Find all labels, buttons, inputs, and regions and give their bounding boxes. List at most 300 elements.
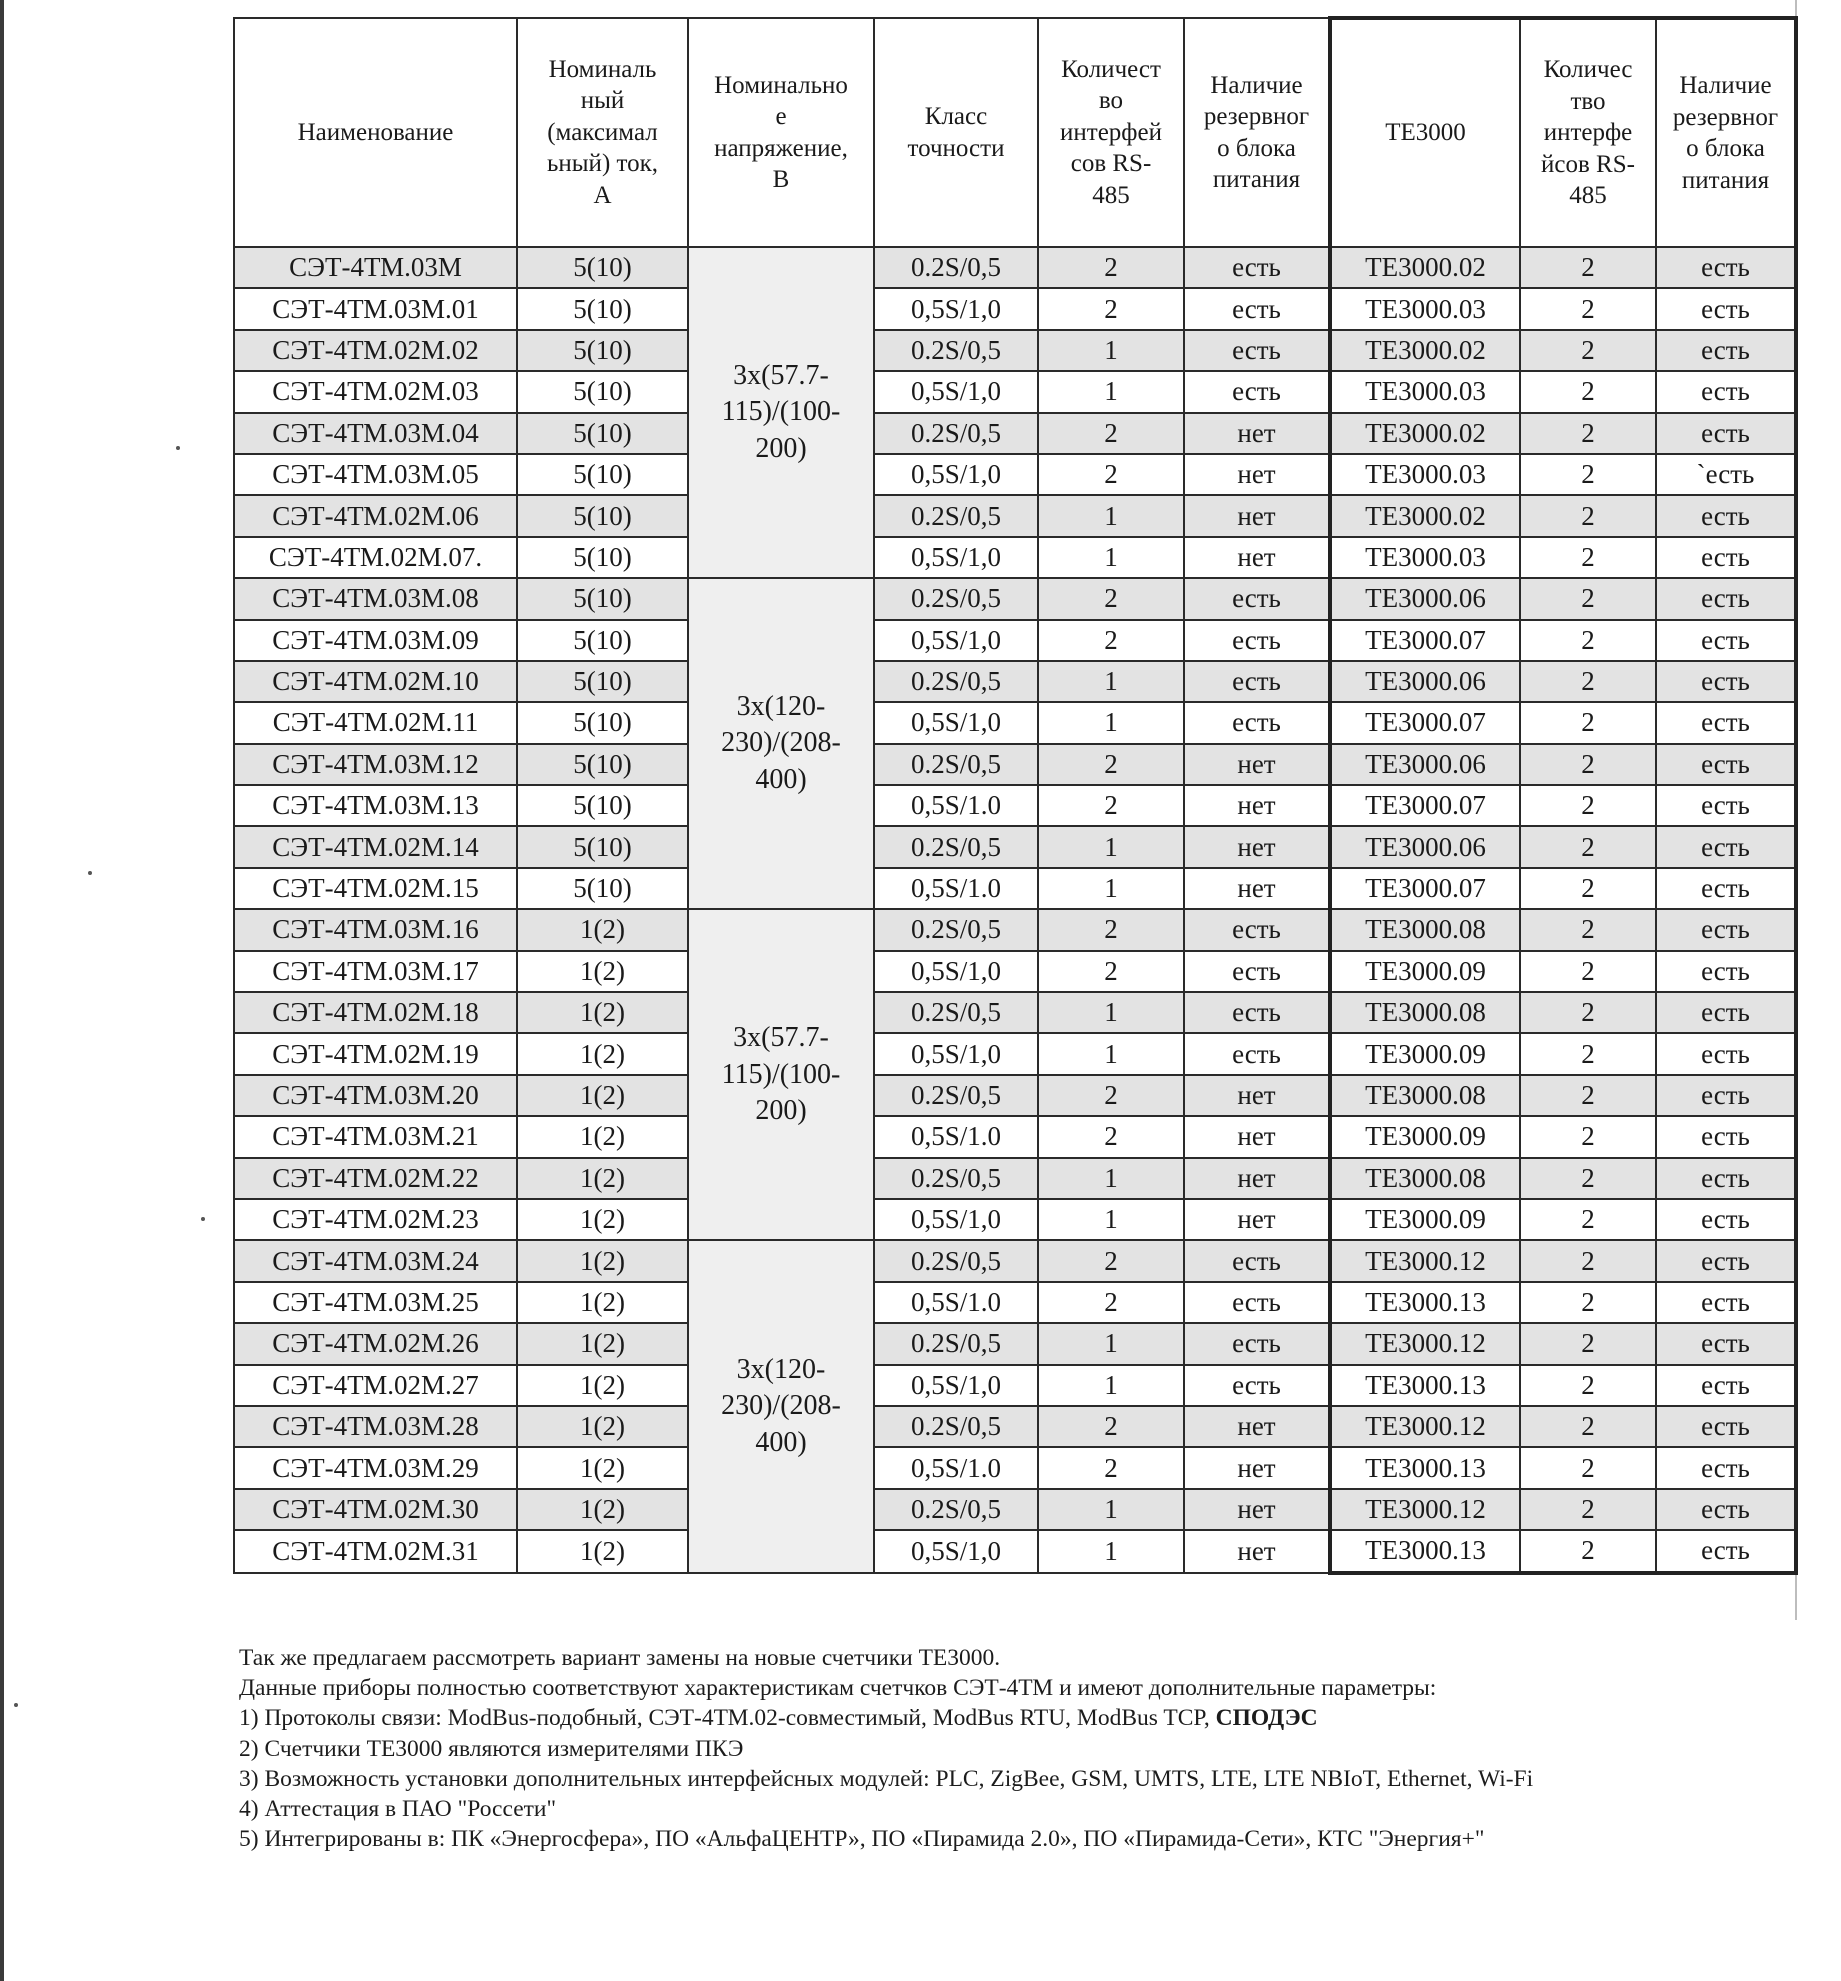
- cell-te3000: ТЕ3000.09: [1330, 951, 1520, 992]
- cell-accuracy: 0,5S/1,0: [874, 1530, 1038, 1572]
- cell-accuracy: 0,5S/1,0: [874, 1365, 1038, 1406]
- cell-voltage: 3х(57.7- 115)/(100- 200): [688, 909, 874, 1240]
- cell-te-backup: есть: [1656, 413, 1796, 454]
- table-row: [234, 1116, 1796, 1157]
- cell-te-backup: есть: [1656, 1199, 1796, 1240]
- cell-current: 5(10): [517, 454, 688, 495]
- table-row: [234, 1240, 1796, 1281]
- cell-backup: нет: [1184, 744, 1330, 785]
- cell-rs485: 2: [1038, 909, 1184, 950]
- cell-te-backup: есть: [1656, 495, 1796, 536]
- table-row: [234, 330, 1796, 371]
- cell-accuracy: 0.2S/0,5: [874, 909, 1038, 950]
- cell-accuracy: 0,5S/1,0: [874, 537, 1038, 578]
- cell-te3000: ТЕ3000.02: [1330, 330, 1520, 371]
- cell-te-backup: есть: [1656, 1282, 1796, 1323]
- cell-accuracy: 0.2S/0,5: [874, 1489, 1038, 1530]
- cell-backup: есть: [1184, 288, 1330, 329]
- cell-accuracy: 0.2S/0,5: [874, 661, 1038, 702]
- cell-backup: есть: [1184, 371, 1330, 412]
- cell-current: 5(10): [517, 702, 688, 743]
- cell-te3000: ТЕ3000.06: [1330, 578, 1520, 619]
- table-row: [234, 1158, 1796, 1199]
- notes-item-certification: 4) Аттестация в ПАО "Россети": [239, 1796, 557, 1823]
- cell-te3000: ТЕ3000.08: [1330, 992, 1520, 1033]
- cell-te-rs485: 2: [1520, 371, 1656, 412]
- cell-te3000: ТЕ3000.02: [1330, 495, 1520, 536]
- table-row: [234, 1365, 1796, 1406]
- cell-name: СЭТ-4ТМ.02М.30: [234, 1489, 517, 1530]
- cell-te-backup: есть: [1656, 1033, 1796, 1074]
- cell-accuracy: 0.2S/0,5: [874, 1240, 1038, 1281]
- cell-te-backup: есть: [1656, 1323, 1796, 1364]
- cell-current: 1(2): [517, 1406, 688, 1447]
- table-row: [234, 495, 1796, 536]
- cell-name: СЭТ-4ТМ.02М.02: [234, 330, 517, 371]
- notes-item-integrations: 5) Интегрированы в: ПК «Энергосфера», ПО «АльфаЦЕНТР», ПО «Пирамида 2.0», ПО «Пирамида-Сети», КТС "Энергия+": [239, 1826, 1485, 1853]
- cell-te-backup: есть: [1656, 288, 1796, 329]
- cell-current: 1(2): [517, 1530, 688, 1572]
- cell-backup: есть: [1184, 1323, 1330, 1364]
- header-te-rs485-count: Количес тво интерфе йсов RS- 485: [1520, 18, 1656, 247]
- cell-te-rs485: 2: [1520, 702, 1656, 743]
- cell-accuracy: 0,5S/1,0: [874, 1033, 1038, 1074]
- cell-rs485: 2: [1038, 785, 1184, 826]
- cell-te-rs485: 2: [1520, 744, 1656, 785]
- cell-backup: нет: [1184, 868, 1330, 909]
- cell-current: 1(2): [517, 1158, 688, 1199]
- cell-te3000: ТЕ3000.03: [1330, 454, 1520, 495]
- cell-rs485: 1: [1038, 992, 1184, 1033]
- table-row: [234, 951, 1796, 992]
- cell-accuracy: 0,5S/1,0: [874, 454, 1038, 495]
- table-row: [234, 1282, 1796, 1323]
- cell-backup: есть: [1184, 330, 1330, 371]
- scan-speck: [201, 1217, 205, 1221]
- notes-item-protocols-bold: СПОДЭС: [1215, 1705, 1318, 1732]
- cell-te-backup: есть: [1656, 1365, 1796, 1406]
- cell-te3000: ТЕ3000.06: [1330, 826, 1520, 867]
- cell-te-rs485: 2: [1520, 1199, 1656, 1240]
- cell-rs485: 2: [1038, 1447, 1184, 1488]
- table-header-row: [234, 18, 1796, 247]
- cell-rs485: 2: [1038, 1406, 1184, 1447]
- cell-name: СЭТ-4ТМ.02М.10: [234, 661, 517, 702]
- cell-te3000: ТЕ3000.13: [1330, 1365, 1520, 1406]
- cell-rs485: 1: [1038, 868, 1184, 909]
- cell-rs485: 2: [1038, 1116, 1184, 1157]
- notes-intro: Так же предлагаем рассмотреть вариант замены на новые счетчики ТЕ3000.: [239, 1645, 1001, 1671]
- cell-backup: нет: [1184, 1116, 1330, 1157]
- cell-te-rs485: 2: [1520, 1075, 1656, 1116]
- cell-current: 1(2): [517, 1447, 688, 1488]
- cell-backup: нет: [1184, 495, 1330, 536]
- cell-current: 1(2): [517, 1116, 688, 1157]
- cell-name: СЭТ-4ТМ.03М.29: [234, 1447, 517, 1488]
- scan-edge-line: [0, 0, 4, 1981]
- cell-rs485: 1: [1038, 1489, 1184, 1530]
- cell-rs485: 2: [1038, 620, 1184, 661]
- cell-rs485: 2: [1038, 744, 1184, 785]
- cell-voltage: 3х(57.7- 115)/(100- 200): [688, 247, 874, 578]
- cell-name: СЭТ-4ТМ.02М.23: [234, 1199, 517, 1240]
- cell-te3000: ТЕ3000.07: [1330, 702, 1520, 743]
- cell-accuracy: 0.2S/0,5: [874, 247, 1038, 288]
- cell-te-backup: есть: [1656, 1530, 1796, 1572]
- cell-rs485: 1: [1038, 330, 1184, 371]
- table-row: [234, 578, 1796, 619]
- cell-voltage: 3х(120- 230)/(208- 400): [688, 578, 874, 909]
- cell-te3000: ТЕ3000.12: [1330, 1323, 1520, 1364]
- cell-backup: нет: [1184, 1530, 1330, 1572]
- cell-accuracy: 0.2S/0,5: [874, 330, 1038, 371]
- cell-te3000: ТЕ3000.09: [1330, 1199, 1520, 1240]
- cell-te-backup: есть: [1656, 371, 1796, 412]
- cell-current: 1(2): [517, 1240, 688, 1281]
- cell-accuracy: 0,5S/1,0: [874, 371, 1038, 412]
- cell-te3000: ТЕ3000.09: [1330, 1033, 1520, 1074]
- cell-rs485: 1: [1038, 1033, 1184, 1074]
- cell-current: 1(2): [517, 909, 688, 950]
- cell-name: СЭТ-4ТМ.02М.03: [234, 371, 517, 412]
- cell-te-rs485: 2: [1520, 951, 1656, 992]
- cell-accuracy: 0,5S/1.0: [874, 1447, 1038, 1488]
- cell-accuracy: 0,5S/1,0: [874, 620, 1038, 661]
- table-row: [234, 620, 1796, 661]
- cell-rs485: 2: [1038, 951, 1184, 992]
- cell-accuracy: 0.2S/0,5: [874, 495, 1038, 536]
- cell-accuracy: 0.2S/0,5: [874, 826, 1038, 867]
- cell-current: 5(10): [517, 247, 688, 288]
- notes-item-protocols: [239, 1703, 1829, 1733]
- cell-te-backup: есть: [1656, 1158, 1796, 1199]
- cell-backup: есть: [1184, 247, 1330, 288]
- cell-te3000: ТЕ3000.06: [1330, 744, 1520, 785]
- cell-te-rs485: 2: [1520, 826, 1656, 867]
- cell-current: 5(10): [517, 868, 688, 909]
- cell-current: 5(10): [517, 288, 688, 329]
- cell-backup: нет: [1184, 1199, 1330, 1240]
- cell-te3000: ТЕ3000.07: [1330, 868, 1520, 909]
- cell-accuracy: 0,5S/1,0: [874, 1199, 1038, 1240]
- cell-backup: есть: [1184, 951, 1330, 992]
- cell-backup: есть: [1184, 1033, 1330, 1074]
- table-row: [234, 1323, 1796, 1364]
- table-row: [234, 992, 1796, 1033]
- table-row: [234, 909, 1796, 950]
- cell-te3000: ТЕ3000.02: [1330, 413, 1520, 454]
- table-row: [234, 288, 1796, 329]
- cell-rs485: 1: [1038, 702, 1184, 743]
- cell-te3000: ТЕ3000.03: [1330, 537, 1520, 578]
- cell-te-backup: есть: [1656, 744, 1796, 785]
- cell-rs485: 2: [1038, 1075, 1184, 1116]
- cell-rs485: 2: [1038, 1240, 1184, 1281]
- cell-te3000: ТЕ3000.02: [1330, 247, 1520, 288]
- header-te-backup-power: Наличие резервног о блока питания: [1656, 18, 1796, 247]
- cell-te3000: ТЕ3000.03: [1330, 288, 1520, 329]
- cell-te-rs485: 2: [1520, 247, 1656, 288]
- cell-te-backup: есть: [1656, 1489, 1796, 1530]
- cell-name: СЭТ-4ТМ.02М.15: [234, 868, 517, 909]
- cell-te3000: ТЕ3000.08: [1330, 909, 1520, 950]
- cell-accuracy: 0,5S/1.0: [874, 868, 1038, 909]
- cell-te-rs485: 2: [1520, 1365, 1656, 1406]
- table-body: [234, 247, 1796, 1573]
- scan-speck: [176, 446, 180, 450]
- cell-accuracy: 0.2S/0,5: [874, 1406, 1038, 1447]
- header-te3000: ТЕ3000: [1330, 18, 1520, 247]
- header-accuracy-class: Класс точности: [874, 18, 1038, 247]
- cell-te-rs485: 2: [1520, 413, 1656, 454]
- cell-backup: нет: [1184, 413, 1330, 454]
- cell-name: СЭТ-4ТМ.03М.12: [234, 744, 517, 785]
- cell-current: 1(2): [517, 1199, 688, 1240]
- cell-rs485: 1: [1038, 371, 1184, 412]
- table-row: [234, 1489, 1796, 1530]
- cell-name: СЭТ-4ТМ.02М.14: [234, 826, 517, 867]
- scan-speck: [14, 1703, 18, 1707]
- cell-te3000: ТЕ3000.13: [1330, 1447, 1520, 1488]
- cell-accuracy: 0.2S/0,5: [874, 744, 1038, 785]
- cell-te-backup: есть: [1656, 992, 1796, 1033]
- table-row: [234, 826, 1796, 867]
- cell-backup: нет: [1184, 454, 1330, 495]
- cell-accuracy: 0.2S/0,5: [874, 992, 1038, 1033]
- scan-speck: [88, 871, 92, 875]
- cell-voltage: 3х(120- 230)/(208- 400): [688, 1240, 874, 1572]
- cell-te3000: ТЕ3000.06: [1330, 661, 1520, 702]
- cell-te-rs485: 2: [1520, 537, 1656, 578]
- table-row: [234, 371, 1796, 412]
- cell-te3000: ТЕ3000.03: [1330, 371, 1520, 412]
- cell-backup: есть: [1184, 661, 1330, 702]
- cell-current: 5(10): [517, 744, 688, 785]
- cell-te-backup: есть: [1656, 661, 1796, 702]
- cell-te-rs485: 2: [1520, 288, 1656, 329]
- cell-accuracy: 0.2S/0,5: [874, 413, 1038, 454]
- cell-te-backup: есть: [1656, 826, 1796, 867]
- cell-te-rs485: 2: [1520, 1530, 1656, 1572]
- cell-name: СЭТ-4ТМ.02М.11: [234, 702, 517, 743]
- cell-te-rs485: 2: [1520, 1406, 1656, 1447]
- cell-te-backup: есть: [1656, 1116, 1796, 1157]
- cell-te-backup: `есть: [1656, 454, 1796, 495]
- table-row: [234, 868, 1796, 909]
- cell-te-backup: есть: [1656, 247, 1796, 288]
- cell-te-backup: есть: [1656, 909, 1796, 950]
- cell-te-rs485: 2: [1520, 578, 1656, 619]
- cell-backup: нет: [1184, 785, 1330, 826]
- cell-te-rs485: 2: [1520, 1033, 1656, 1074]
- cell-backup: есть: [1184, 992, 1330, 1033]
- cell-te3000: ТЕ3000.12: [1330, 1489, 1520, 1530]
- notes-item-pke: 2) Счетчики ТЕ3000 являются измерителями ПКЭ: [239, 1735, 744, 1762]
- cell-name: СЭТ-4ТМ.02М.26: [234, 1323, 517, 1364]
- cell-name: СЭТ-4ТМ.03М.16: [234, 909, 517, 950]
- cell-te-backup: есть: [1656, 785, 1796, 826]
- cell-current: 5(10): [517, 578, 688, 619]
- notes-summary: Данные приборы полностью соответствуют характеристикам счетчков СЭТ-4ТМ и имеют дополнительные параметры:: [239, 1675, 1437, 1702]
- notes-block: [239, 1643, 1829, 1854]
- cell-te3000: ТЕ3000.07: [1330, 620, 1520, 661]
- table-row: [234, 454, 1796, 495]
- cell-te-backup: есть: [1656, 702, 1796, 743]
- cell-current: 5(10): [517, 620, 688, 661]
- table-row: [234, 744, 1796, 785]
- cell-name: СЭТ-4ТМ.03М.20: [234, 1075, 517, 1116]
- cell-te-rs485: 2: [1520, 992, 1656, 1033]
- header-voltage: Номинально е напряжение, В: [688, 18, 874, 247]
- cell-name: СЭТ-4ТМ.02М.27: [234, 1365, 517, 1406]
- cell-backup: есть: [1184, 1282, 1330, 1323]
- cell-backup: есть: [1184, 620, 1330, 661]
- cell-accuracy: 0,5S/1.0: [874, 785, 1038, 826]
- header-backup-power: Наличие резервног о блока питания: [1184, 18, 1330, 247]
- cell-te-rs485: 2: [1520, 909, 1656, 950]
- cell-te-rs485: 2: [1520, 661, 1656, 702]
- table-row: [234, 785, 1796, 826]
- cell-accuracy: 0,5S/1,0: [874, 951, 1038, 992]
- cell-rs485: 2: [1038, 578, 1184, 619]
- cell-rs485: 1: [1038, 1199, 1184, 1240]
- cell-backup: есть: [1184, 1365, 1330, 1406]
- notes-item-protocols-text: 1) Протоколы связи: ModBus-подобный, СЭТ-4ТМ.02-совместимый, ModBus RTU, ModBus TCP,: [239, 1705, 1216, 1732]
- cell-name: СЭТ-4ТМ.03М: [234, 247, 517, 288]
- cell-te-backup: есть: [1656, 330, 1796, 371]
- cell-te-backup: есть: [1656, 1406, 1796, 1447]
- cell-name: СЭТ-4ТМ.03М.04: [234, 413, 517, 454]
- cell-current: 1(2): [517, 1075, 688, 1116]
- cell-accuracy: 0.2S/0,5: [874, 578, 1038, 619]
- cell-name: СЭТ-4ТМ.03М.08: [234, 578, 517, 619]
- header-rs485-count: Количест во интерфей сов RS- 485: [1038, 18, 1184, 247]
- cell-name: СЭТ-4ТМ.02М.22: [234, 1158, 517, 1199]
- cell-rs485: 2: [1038, 288, 1184, 329]
- cell-accuracy: 0,5S/1,0: [874, 702, 1038, 743]
- cell-te3000: ТЕ3000.08: [1330, 1158, 1520, 1199]
- cell-te-backup: есть: [1656, 951, 1796, 992]
- cell-rs485: 2: [1038, 1282, 1184, 1323]
- cell-te3000: ТЕ3000.13: [1330, 1530, 1520, 1572]
- cell-rs485: 1: [1038, 1323, 1184, 1364]
- cell-name: СЭТ-4ТМ.03М.01: [234, 288, 517, 329]
- cell-current: 5(10): [517, 661, 688, 702]
- table-row: [234, 702, 1796, 743]
- cell-accuracy: 0.2S/0,5: [874, 1158, 1038, 1199]
- cell-current: 5(10): [517, 330, 688, 371]
- table-row: [234, 1406, 1796, 1447]
- table-row: [234, 1530, 1796, 1572]
- cell-te-rs485: 2: [1520, 785, 1656, 826]
- cell-te3000: ТЕ3000.12: [1330, 1406, 1520, 1447]
- cell-accuracy: 0,5S/1.0: [874, 1282, 1038, 1323]
- cell-name: СЭТ-4ТМ.02М.07.: [234, 537, 517, 578]
- cell-backup: нет: [1184, 1075, 1330, 1116]
- cell-backup: нет: [1184, 1406, 1330, 1447]
- cell-backup: нет: [1184, 1158, 1330, 1199]
- cell-current: 1(2): [517, 1033, 688, 1074]
- cell-rs485: 1: [1038, 661, 1184, 702]
- cell-name: СЭТ-4ТМ.03М.09: [234, 620, 517, 661]
- cell-current: 5(10): [517, 785, 688, 826]
- cell-name: СЭТ-4ТМ.03М.13: [234, 785, 517, 826]
- cell-name: СЭТ-4ТМ.02М.31: [234, 1530, 517, 1572]
- notes-item-modules: 3) Возможность установки дополнительных интерфейсных модулей: PLC, ZigBee, GSM, UMTS, LTE, LTE NBIoT, Ethernet, Wi-Fi: [239, 1765, 1534, 1792]
- table-row: [234, 413, 1796, 454]
- table-row: [234, 661, 1796, 702]
- cell-te3000: ТЕ3000.13: [1330, 1282, 1520, 1323]
- cell-backup: есть: [1184, 1240, 1330, 1281]
- cell-current: 1(2): [517, 1282, 688, 1323]
- cell-current: 5(10): [517, 826, 688, 867]
- cell-current: 5(10): [517, 495, 688, 536]
- table-row: [234, 1199, 1796, 1240]
- cell-te-rs485: 2: [1520, 868, 1656, 909]
- cell-te-backup: есть: [1656, 620, 1796, 661]
- table-row: [234, 1075, 1796, 1116]
- cell-current: 1(2): [517, 1365, 688, 1406]
- cell-te3000: ТЕ3000.09: [1330, 1116, 1520, 1157]
- cell-rs485: 1: [1038, 826, 1184, 867]
- table-row: [234, 1033, 1796, 1074]
- cell-te3000: ТЕ3000.08: [1330, 1075, 1520, 1116]
- cell-te-backup: есть: [1656, 537, 1796, 578]
- table-row: [234, 1447, 1796, 1488]
- cell-te-backup: есть: [1656, 1240, 1796, 1281]
- cell-accuracy: 0,5S/1.0: [874, 1116, 1038, 1157]
- cell-accuracy: 0.2S/0,5: [874, 1075, 1038, 1116]
- cell-te-rs485: 2: [1520, 1323, 1656, 1364]
- cell-te-backup: есть: [1656, 1447, 1796, 1488]
- cell-current: 5(10): [517, 537, 688, 578]
- cell-current: 1(2): [517, 951, 688, 992]
- cell-te-rs485: 2: [1520, 1240, 1656, 1281]
- cell-current: 1(2): [517, 1323, 688, 1364]
- cell-current: 5(10): [517, 371, 688, 412]
- cell-te-backup: есть: [1656, 868, 1796, 909]
- cell-name: СЭТ-4ТМ.03М.05: [234, 454, 517, 495]
- table-row: [234, 537, 1796, 578]
- cell-backup: есть: [1184, 702, 1330, 743]
- cell-te3000: ТЕ3000.12: [1330, 1240, 1520, 1281]
- cell-name: СЭТ-4ТМ.03М.21: [234, 1116, 517, 1157]
- header-name: Наименование: [234, 18, 517, 247]
- cell-name: СЭТ-4ТМ.02М.06: [234, 495, 517, 536]
- cell-rs485: 1: [1038, 1158, 1184, 1199]
- cell-current: 1(2): [517, 1489, 688, 1530]
- cell-name: СЭТ-4ТМ.02М.19: [234, 1033, 517, 1074]
- cell-rs485: 2: [1038, 454, 1184, 495]
- cell-te-rs485: 2: [1520, 495, 1656, 536]
- cell-te-rs485: 2: [1520, 620, 1656, 661]
- cell-rs485: 1: [1038, 1530, 1184, 1572]
- cell-name: СЭТ-4ТМ.03М.17: [234, 951, 517, 992]
- cell-te-rs485: 2: [1520, 1489, 1656, 1530]
- cell-rs485: 1: [1038, 1365, 1184, 1406]
- cell-te-rs485: 2: [1520, 1116, 1656, 1157]
- cell-accuracy: 0,5S/1,0: [874, 288, 1038, 329]
- cell-backup: нет: [1184, 537, 1330, 578]
- cell-name: СЭТ-4ТМ.02М.18: [234, 992, 517, 1033]
- cell-backup: нет: [1184, 1489, 1330, 1530]
- cell-accuracy: 0.2S/0,5: [874, 1323, 1038, 1364]
- cell-current: 5(10): [517, 413, 688, 454]
- cell-te-rs485: 2: [1520, 454, 1656, 495]
- cell-backup: нет: [1184, 1447, 1330, 1488]
- table-row: [234, 247, 1796, 288]
- cell-name: СЭТ-4ТМ.03М.28: [234, 1406, 517, 1447]
